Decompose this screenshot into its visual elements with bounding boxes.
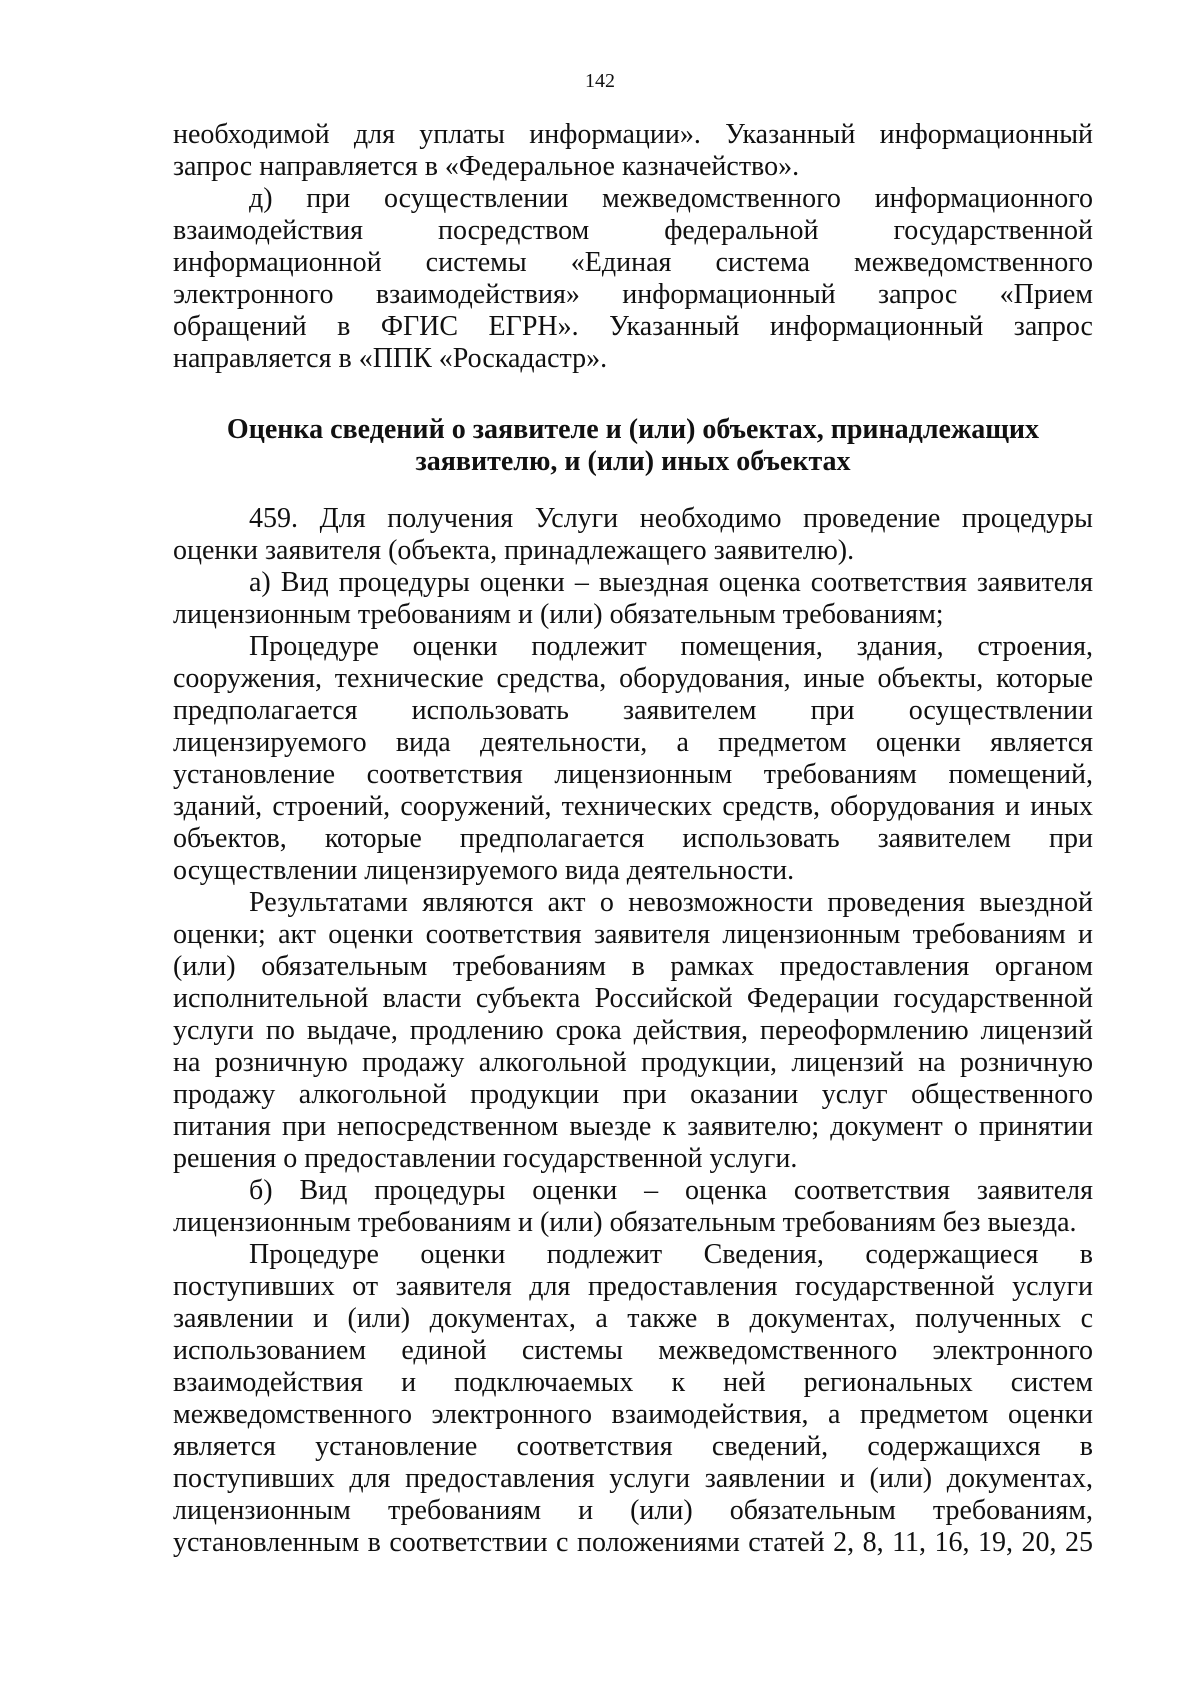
page-number: 142 (585, 70, 615, 92)
text-line: объектов, которые предполагается использовать заявителем при (173, 823, 1093, 854)
text-line: запрос направляется в «Федеральное казначейство». (173, 151, 800, 182)
text-line: на розничную продажу алкогольной продукции, лицензий на розничную (173, 1047, 1093, 1078)
text-line: решения о предоставлении государственной услуги. (173, 1143, 798, 1174)
text-line: услуги по выдаче, продлению срока действия, переоформлению лицензий (173, 1015, 1093, 1046)
section-heading-line: Оценка сведений о заявителе и (или) объектах, принадлежащих (226, 414, 1040, 445)
text-line: (или) обязательным требованиям в рамках предоставления органом (173, 951, 1093, 982)
text-line: является установление соответствия сведений, содержащихся в (173, 1431, 1093, 1462)
text-line: оценки заявителя (объекта, принадлежащего заявителю). (173, 535, 855, 566)
text-line: поступивших для предоставления услуги заявлении и (или) документах, (173, 1463, 1093, 1494)
text-line: межведомственного электронного взаимодействия, а предметом оценки (173, 1399, 1093, 1430)
text-line: установленным в соответствии с положениями статей 2, 8, 11, 16, 19, 20, 25 (173, 1527, 1093, 1558)
text-line: взаимодействия посредством федеральной государственной (173, 215, 1093, 246)
text-line: Результатами являются акт о невозможности проведения выездной (249, 887, 1093, 918)
text-line: Процедуре оценки подлежит помещения, здания, строения, (249, 631, 1093, 662)
text-line: предполагается использовать заявителем при осуществлении (173, 695, 1093, 726)
text-line: информационной системы «Единая система межведомственного (173, 247, 1093, 278)
text-line: сооружения, технические средства, оборудования, иные объекты, которые (173, 663, 1093, 694)
text-line: питания при непосредственном выезде к заявителю; документ о принятии (173, 1111, 1093, 1142)
text-line: лицензионным требованиям и (или) обязательным требованиям без выезда. (173, 1207, 1077, 1238)
text-line: необходимой для уплаты информации». Указанный информационный (173, 119, 1093, 150)
text-line: направляется в «ППК «Роскадастр». (173, 343, 608, 374)
text-line: Процедуре оценки подлежит Сведения, содержащиеся в (249, 1239, 1093, 1270)
text-line: исполнительной власти субъекта Российской Федерации государственной (173, 983, 1093, 1014)
text-line: 459. Для получения Услуги необходимо проведение процедуры (249, 503, 1093, 534)
text-line: д) при осуществлении межведомственного информационного (249, 183, 1093, 214)
text-line: зданий, строений, сооружений, технических средств, оборудования и иных (173, 791, 1093, 822)
paragraph-block-top (173, 119, 1093, 375)
section-heading (173, 414, 1093, 478)
text-line: а) Вид процедуры оценки – выездная оценка соответствия заявителя (249, 567, 1093, 598)
text-line: заявлении и (или) документах, а также в документах, полученных с (173, 1303, 1093, 1334)
text-line: продажу алкогольной продукции при оказании услуг общественного (173, 1079, 1093, 1110)
text-line: лицензионным требованиям и (или) обязательным требованиям; (173, 599, 944, 630)
paragraph-block-main (173, 503, 1093, 1559)
section-heading-line: заявителю, и (или) иных объектах (415, 446, 851, 477)
text-line: электронного взаимодействия» информационный запрос «Прием (173, 279, 1093, 310)
text-line: оценки; акт оценки соответствия заявителя лицензионным требованиям и (173, 919, 1093, 950)
text-line: б) Вид процедуры оценки – оценка соответствия заявителя (249, 1175, 1093, 1206)
text-line: обращений в ФГИС ЕГРН». Указанный информационный запрос (173, 311, 1093, 342)
text-line: осуществлении лицензируемого вида деятельности. (173, 855, 795, 886)
text-line: лицензионным требованиям и (или) обязательным требованиям, (173, 1495, 1093, 1526)
text-line: взаимодействия и подключаемых к ней региональных систем (173, 1367, 1093, 1398)
text-line: лицензируемого вида деятельности, а предметом оценки является (173, 727, 1093, 758)
text-line: установление соответствия лицензионным требованиям помещений, (173, 759, 1093, 790)
text-line: использованием единой системы межведомственного электронного (173, 1335, 1093, 1366)
text-line: поступивших от заявителя для предоставления государственной услуги (173, 1271, 1093, 1302)
